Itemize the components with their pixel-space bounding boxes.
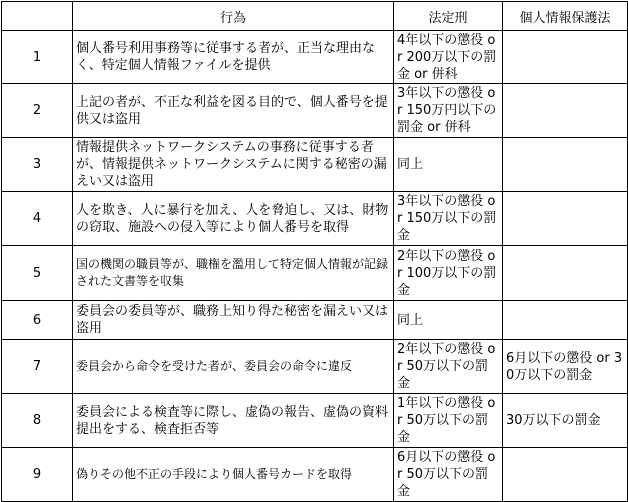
row-privacy-act-penalty: 30万以下の罰金 — [503, 394, 628, 448]
row-number: 4 — [2, 192, 73, 246]
row-act: 委員会の委員等が、職務上知り得た秘密を漏えい又は盗用 — [73, 301, 394, 340]
row-privacy-act-penalty — [503, 246, 628, 301]
row-privacy-act-penalty — [503, 301, 628, 340]
header-act: 行為 — [73, 2, 394, 31]
row-act: 偽りその他不正の手段により個人番号カードを取得 — [73, 448, 394, 502]
table-row — [2, 138, 628, 192]
row-number: 7 — [2, 340, 73, 394]
header-row — [2, 2, 628, 31]
row-number: 5 — [2, 246, 73, 301]
penalty-table — [1, 1, 628, 502]
row-statutory-penalty: 2年以下の懲役 or 50万以下の罰金 — [394, 340, 503, 394]
row-act: 人を欺き、人に暴行を加え、人を脅迫し、又は、財物の窃取、施設への侵入等により個人番号を取得 — [73, 192, 394, 246]
header-privacy-act: 個人情報保護法 — [503, 2, 628, 31]
row-number: 3 — [2, 138, 73, 192]
row-act: 情報提供ネットワークシステムの事務に従事する者が、情報提供ネットワークシステムに関する秘密の漏えい又は盗用 — [73, 138, 394, 192]
row-number: 1 — [2, 31, 73, 84]
row-number: 6 — [2, 301, 73, 340]
row-statutory-penalty: 2年以下の懲役 or 100万以下の罰金 — [394, 246, 503, 301]
row-number: 8 — [2, 394, 73, 448]
row-statutory-penalty: 3年以下の懲役 or 150万以下の罰金 — [394, 192, 503, 246]
row-statutory-penalty: 同上 — [394, 138, 503, 192]
row-privacy-act-penalty — [503, 138, 628, 192]
row-act: 委員会による検査等に際し、虚偽の報告、虚偽の資料提出をする、検査拒否等 — [73, 394, 394, 448]
table-row — [2, 448, 628, 502]
header-statutory-penalty: 法定刑 — [394, 2, 503, 31]
row-statutory-penalty: 1年以下の懲役 or 50万以下の罰金 — [394, 394, 503, 448]
table-row — [2, 246, 628, 301]
row-privacy-act-penalty — [503, 84, 628, 138]
row-privacy-act-penalty — [503, 192, 628, 246]
row-statutory-penalty: 同上 — [394, 301, 503, 340]
row-privacy-act-penalty — [503, 31, 628, 84]
header-number — [2, 2, 73, 31]
row-statutory-penalty: 6月以下の懲役 or 50万以下の罰金 — [394, 448, 503, 502]
row-number: 9 — [2, 448, 73, 502]
table-row — [2, 394, 628, 448]
table-row — [2, 301, 628, 340]
table-row — [2, 192, 628, 246]
row-privacy-act-penalty — [503, 448, 628, 502]
row-act: 上記の者が、不正な利益を図る目的で、個人番号を提供又は盗用 — [73, 84, 394, 138]
row-act: 国の機関の職員等が、職権を濫用して特定個人情報が記録された文書等を収集 — [73, 246, 394, 301]
table-row — [2, 340, 628, 394]
row-statutory-penalty: 3年以下の懲役 or 150万円以下の罰金 or 併科 — [394, 84, 503, 138]
table-row — [2, 84, 628, 138]
row-privacy-act-penalty: 6月以下の懲役 or 30万以下の罰金 — [503, 340, 628, 394]
row-number: 2 — [2, 84, 73, 138]
row-act: 個人番号利用事務等に従事する者が、正当な理由なく、特定個人情報ファイルを提供 — [73, 31, 394, 84]
table-row — [2, 31, 628, 84]
row-act: 委員会から命令を受けた者が、委員会の命令に違反 — [73, 340, 394, 394]
row-statutory-penalty: 4年以下の懲役 or 200万以下の罰金 or 併科 — [394, 31, 503, 84]
